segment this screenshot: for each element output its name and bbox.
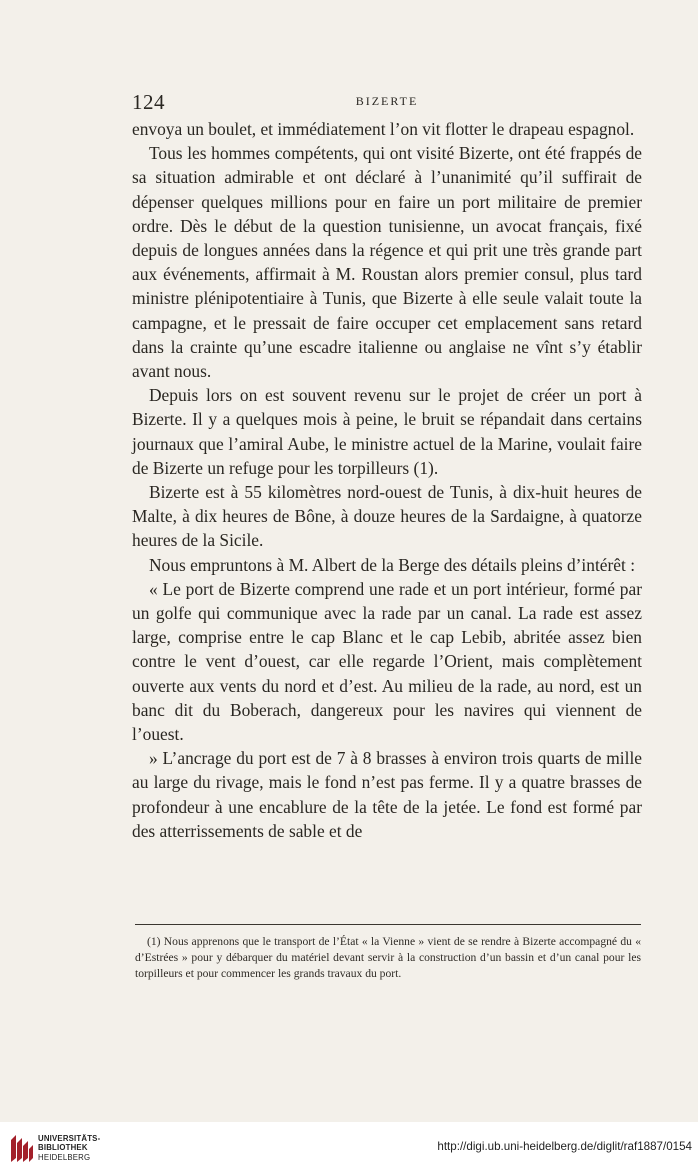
- footnote: [135, 934, 641, 983]
- paragraph: Bizerte est à 55 kilomètres nord-ouest de Tunis, à dix-huit heures de Malte, à dix heures de Bône, à douze heures de la Sardaigne, à quatorze heures de la Sicile.: [132, 482, 642, 551]
- paragraph: Depuis lors on est souvent revenu sur le projet de créer un port à Bizerte. Il y a quelques mois à peine, le bruit se répandait dans certains journaux que l’amiral Aube, le ministre actuel de la Marine, voulait faire de Bizerte un refuge pour les torpilleurs (1).: [132, 385, 642, 478]
- body-text: [132, 117, 642, 843]
- paragraph: » L’ancrage du port est de 7 à 8 brasses à environ trois quarts de mille au large du rivage, mais le fond n’est pas ferme. Il y a quatre brasses de profondeur à une encablure de la tête de la jetée. Le fond est formé par des atterrissements de sable et de: [132, 748, 642, 841]
- heidelberg-library-logo-icon: [8, 1132, 34, 1164]
- paragraph: « Le port de Bizerte comprend une rade et un port intérieur, formé par un golfe qui communique avec la rade par un canal. La rade est assez large, comprise entre le cap Blanc et le cap Lebib, abritée assez bien contre le vent d’ouest, car elle regarde l’Orient, mais complètement ouverte aux vents du nord et d’est. Au milieu de la rade, au nord, est un banc dit du Boberach, dangereux pour les navires qui viennent de l’ouest.: [132, 578, 642, 745]
- footnote-text: (1) Nous apprenons que le transport de l’État « la Vienne » vient de se rendre à Bizerte accompagné du « d’Estrées » pour y débarquer du matériel devant servir à la construction d’un bassin et d’un canal pour les torpilleurs et pour commencer les grands travaux du port.: [135, 935, 641, 981]
- running-head: [132, 90, 642, 114]
- running-title: BIZERTE: [355, 94, 419, 108]
- paragraph: Nous empruntons à M. Albert de la Berge des détails pleins d’intérêt :: [149, 554, 636, 575]
- footnote-divider: [135, 924, 641, 925]
- library-name-line: HEIDELBERG: [38, 1152, 91, 1162]
- library-name-line: BIBLIOTHEK: [38, 1143, 88, 1153]
- library-name-line: UNIVERSITÄTS-: [38, 1134, 101, 1143]
- library-name: [38, 1134, 100, 1162]
- viewer-footer: [0, 1122, 698, 1174]
- paragraph: envoya un boulet, et immédiatement l’on vit flotter le drapeau espagnol.: [132, 119, 635, 139]
- permalink-url[interactable]: http://digi.ub.uni-heidelberg.de/diglit/raf1887/0154: [437, 1140, 692, 1153]
- paragraph: Tous les hommes compétents, qui ont visité Bizerte, ont été frappés de sa situation admirable et ont déclaré à l’unanimité qu’il suffirait de dépenser quelques millions pour en faire un port militaire de premier ordre. Dès le début de la question tunisienne, un avocat français, fixé depuis de longues années dans la régence et qui prit une très grande part aux événements, affirmait à M. Roustan alors premier consul, plus tard ministre plénipotentiaire à Tunis, que Bizerte à elle seule valait toute la campagne, et le pressait de faire occuper cet emplacement sans retard dans la crainte qu’une escadre italienne ou anglaise ne vînt s’y établir avant nous.: [132, 143, 642, 382]
- page-number: 124: [132, 90, 165, 114]
